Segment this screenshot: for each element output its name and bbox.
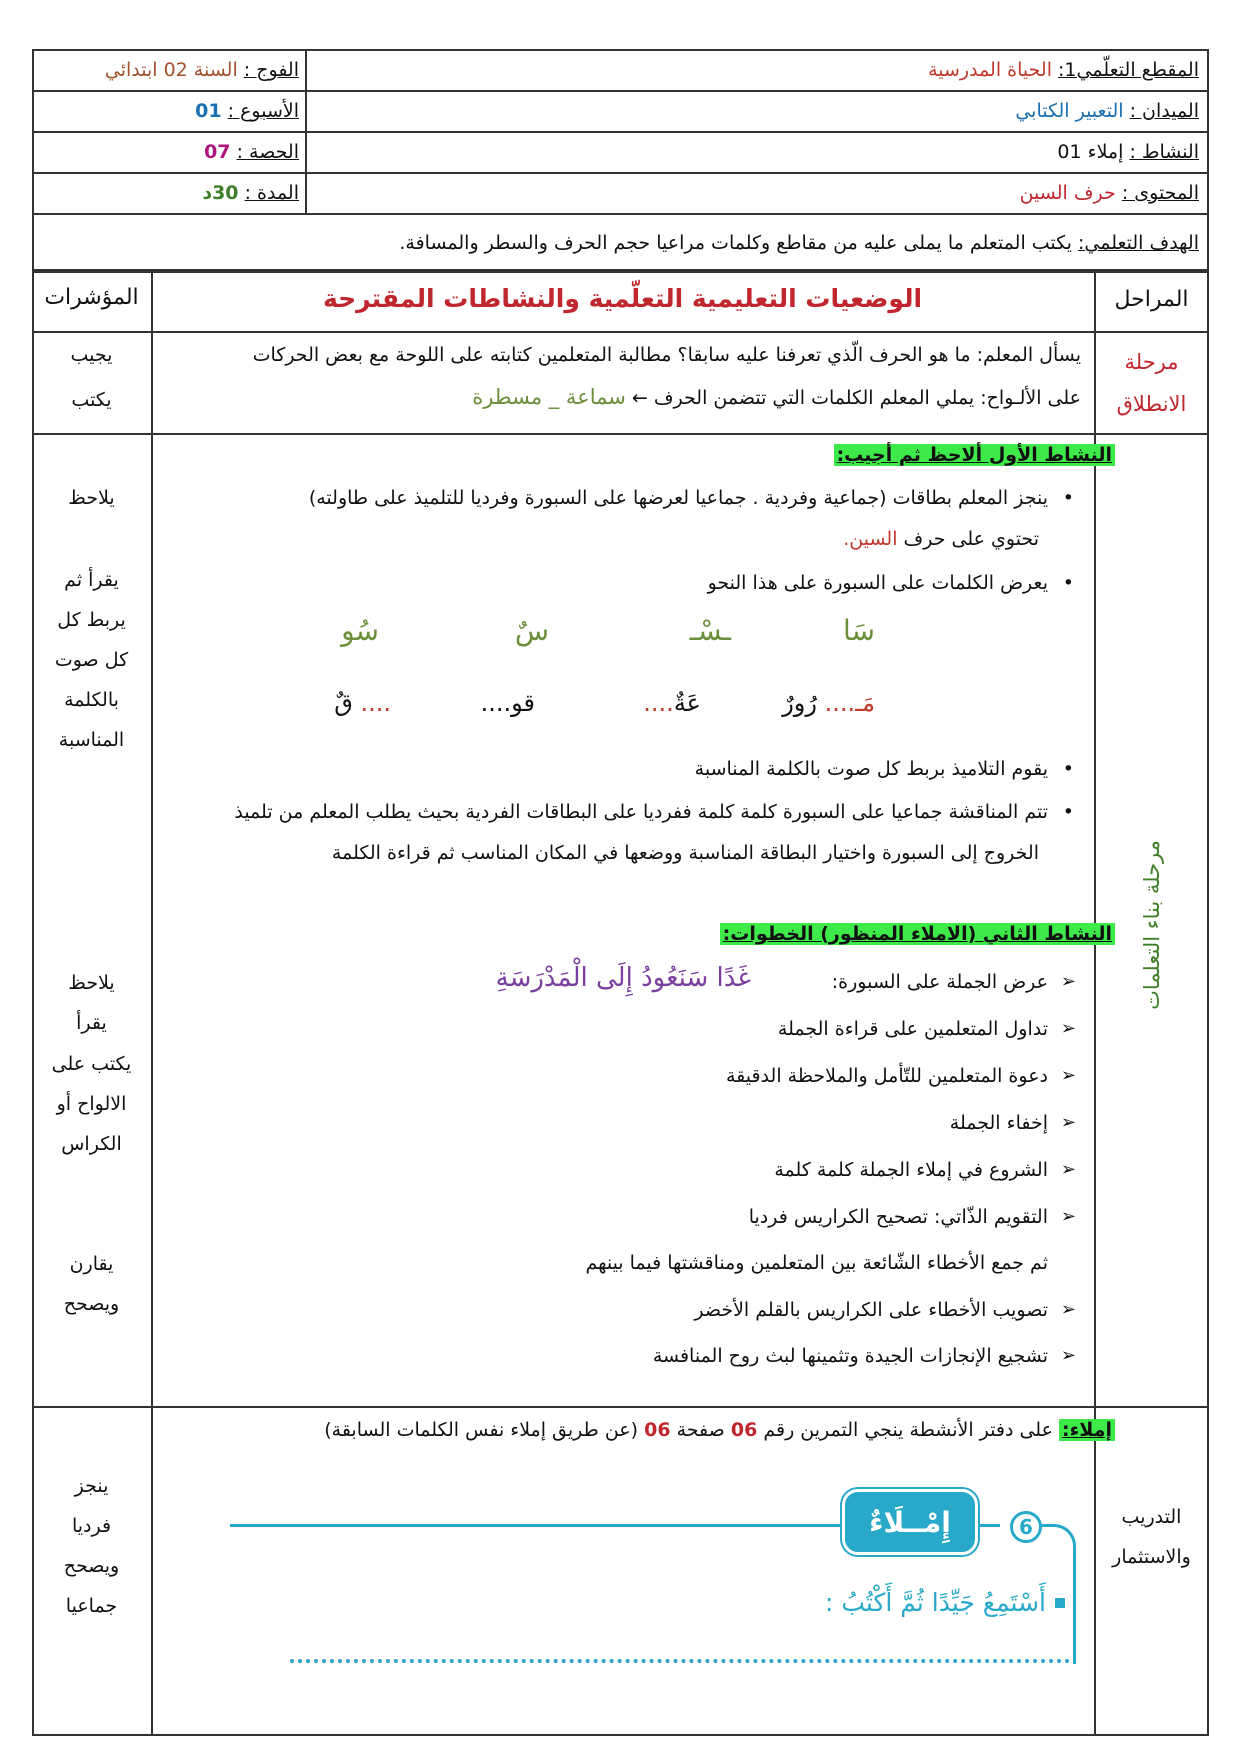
stages-header: المراحل	[1114, 287, 1189, 312]
field-row	[1015, 99, 1199, 123]
practice-text-c: (عن طريق إملاء نفس الكلمات السابقة)	[324, 1419, 639, 1441]
activity1-title-text: النشاط الأول ألاحظ ثم أجيب:	[834, 444, 1115, 466]
launch-stage-2: الانطلاق	[1116, 392, 1187, 416]
practice-indicator-3: ويصحح	[63, 1555, 120, 1577]
practice-num1: 06	[730, 1419, 758, 1441]
a2-step-3: ➢ دعوة المتعلمين للتّأمل والملاحظة الدقيقة	[726, 1064, 1048, 1088]
word-4a: ....	[360, 689, 391, 717]
week-label: الأسبوع :	[227, 100, 299, 122]
build-indicator-4a: يقارن	[69, 1253, 114, 1275]
activity-label: النشاط :	[1129, 141, 1199, 163]
a1-line-4: • يقوم التلاميذ بربط كل صوت بالكلمة المناسبة	[695, 757, 1048, 781]
build-stage-label: مرحلة بناء التعلمات	[1139, 840, 1164, 1010]
a2-step-7: ➢ تصويب الأخطاء على الكراريس بالقلم الأخضر	[694, 1298, 1048, 1322]
build-indicator-2a: يقرأ ثم	[64, 569, 119, 591]
sentence: غَدًا سَنَعُودُ إِلَى الْمَدْرَسَةِ	[495, 963, 751, 993]
a2-step-2: ➢ تداول المتعلمين على قراءة الجملة	[778, 1017, 1048, 1041]
launch-words: سماعة _ مسطرة	[472, 385, 626, 409]
group-value: السنة 02 ابتدائي	[104, 59, 238, 81]
session-label: الحصة :	[236, 141, 299, 163]
build-indicator-2e: المناسبة	[58, 729, 125, 751]
practice-indicator-1: ينجز	[74, 1475, 109, 1497]
syllable-4: سُو	[341, 614, 379, 647]
build-indicator-3c: يكتب على	[51, 1053, 132, 1075]
sequence-value: الحياة المدرسية	[928, 59, 1052, 81]
content-value: حرف السين	[1019, 182, 1116, 204]
a2-step-8: ➢ تشجيع الإنجازات الجيدة وتثمينها لبث روح المنافسة	[653, 1344, 1048, 1368]
a1-line-1: • ينجز المعلم بطاقات (جماعية وفردية . جماعيا لعرضها على السبورة وفرديا للتلميذ على طاولته)	[309, 486, 1048, 510]
practice-stage-1: التدريب	[1121, 1506, 1182, 1528]
group-row	[105, 58, 299, 82]
practice-stage-2: والاستثمار	[1112, 1546, 1191, 1568]
a1-line-2b: السين.	[843, 528, 898, 550]
build-indicator-3b: يقرأ	[76, 1012, 107, 1034]
a2-step-5: ➢ الشروع في إملاء الجملة كلمة كلمة	[774, 1158, 1048, 1182]
syllable-3: سٌ	[514, 614, 549, 647]
build-indicator-4b: ويصحح	[63, 1293, 120, 1315]
a2-step-6b: ثم جمع الأخطاء الشّائعة بين المتعلمين ومناقشتها فيما بينهم	[585, 1252, 1048, 1274]
word-3a: قو....	[480, 689, 535, 717]
a1-line-6: الخروج إلى السبورة واختيار البطاقة المناسبة ووضعها في المكان المناسب ثم قراءة الكلمة	[331, 842, 1039, 864]
build-indicator-1: يلاحظ	[68, 487, 115, 509]
a2-step-1: ➢ عرض الجملة على السبورة:	[832, 970, 1048, 994]
build-indicator-3a: يلاحظ	[68, 972, 115, 994]
build-indicator-2c: كل صوت	[54, 649, 129, 671]
word-2	[643, 688, 701, 718]
duration-row	[202, 181, 299, 205]
launch-indicator-2: يكتب	[71, 389, 112, 411]
practice-text-b: صفحة	[676, 1419, 725, 1441]
word-1b: رُورٌ	[782, 689, 825, 717]
word-4b: قٌ	[334, 689, 361, 717]
activity2-title-text: النشاط الثاني (الاملاء المنظور) الخطوات:	[720, 923, 1115, 945]
a1-line-2	[843, 527, 1039, 551]
activity-row	[1057, 140, 1199, 164]
indicators-header: المؤشرات	[44, 285, 139, 310]
duration-value: 30د	[202, 182, 239, 204]
syllable-2: ـسْـ	[689, 614, 731, 647]
a1-line-2a: تحتوي على حرف	[903, 528, 1039, 550]
word-4	[334, 688, 391, 718]
duration-label: المدة :	[244, 182, 299, 204]
word-3	[481, 688, 535, 718]
launch-stage-1: مرحلة	[1124, 350, 1179, 374]
a2-step-6: ➢ التقويم الذّاتي: تصحيح الكراريس فرديا	[749, 1205, 1048, 1229]
exercise-title-pill	[842, 1489, 978, 1555]
sequence-row	[928, 58, 1199, 82]
group-label: الفوج :	[243, 59, 299, 81]
instruction: أَسْتَمِعُ جَيِّدًا ثُمَّ أَكْتُبُ :	[824, 1588, 1046, 1617]
field-label: الميدان :	[1129, 100, 1199, 122]
practice-indicator-4: جماعيا	[65, 1595, 118, 1617]
word-1a: مَـ....	[824, 689, 875, 717]
activity-value: إملاء 01	[1057, 141, 1124, 163]
writing-dotted-line	[290, 1659, 1070, 1663]
goal-label: الهدف التعلمي:	[1077, 232, 1199, 254]
sequence-label: المقطع التعلّمي1:	[1058, 59, 1199, 81]
goal-row	[399, 231, 1199, 255]
practice-label: إملاء:	[1059, 1419, 1115, 1441]
build-indicator-3e: الكراس	[61, 1133, 122, 1155]
practice-line	[324, 1418, 1115, 1442]
field-value: التعبير الكتابي	[1015, 100, 1124, 122]
practice-indicator-2: فرديا	[71, 1515, 112, 1537]
exercise-number-badge	[1010, 1511, 1042, 1543]
goal-value: يكتب المتعلم ما يملى عليه من مقاطع وكلمات مراعيا حجم الحرف والسطر والمسافة.	[399, 232, 1072, 254]
week-value: 01	[195, 100, 222, 122]
situations-header: الوضعيات التعليمية التعلّمية والنشاطات المقترحة	[322, 284, 923, 313]
practice-text-a: على دفتر الأنشطة ينجي التمرين رقم	[763, 1419, 1053, 1441]
week-row	[195, 99, 299, 123]
exercise-title: إِمْــلَاءٌ	[869, 1505, 951, 1539]
syllable-1: سَا	[843, 614, 875, 647]
content-row	[1020, 181, 1199, 205]
session-value: 07	[204, 141, 231, 163]
launch-line-2	[472, 385, 1081, 410]
practice-num2: 06	[644, 1419, 671, 1441]
instruction-square-icon	[1055, 1598, 1065, 1608]
launch-line-1: يسأل المعلم: ما هو الحرف الّذي تعرفنا عليه سابقا؟ مطالبة المتعلمين كتابته على اللوحة مع بعض الحركات	[252, 344, 1081, 366]
a2-step-4: ➢ إخفاء الجملة	[950, 1111, 1048, 1135]
word-2a: ....	[643, 689, 674, 717]
content-label: المحتوى :	[1121, 182, 1199, 204]
launch-line-2a: على الألـواح: يملي المعلم الكلمات التي تتضمن الحرف ←	[631, 387, 1081, 409]
a1-line-5: • تتم المناقشة جماعيا على السبورة كلمة كلمة ففرديا على البطاقات الفردية بحيث يطلب المعلم من تلميذ	[234, 800, 1048, 824]
build-indicator-2b: يربط كل	[57, 609, 126, 631]
word-1	[782, 688, 875, 718]
word-2b: عَةٌ	[673, 689, 701, 717]
session-row	[204, 140, 299, 164]
a1-line-3: • يعرض الكلمات على السبورة على هذا النحو	[708, 571, 1048, 595]
launch-indicator-1: يجيب	[70, 344, 113, 366]
build-indicator-3d: الالواح أو	[56, 1093, 127, 1115]
exercise-number: 6	[1019, 1515, 1033, 1539]
activity2-title	[720, 922, 1115, 946]
build-indicator-2d: بالكلمة	[64, 689, 119, 711]
activity1-title	[834, 443, 1115, 467]
